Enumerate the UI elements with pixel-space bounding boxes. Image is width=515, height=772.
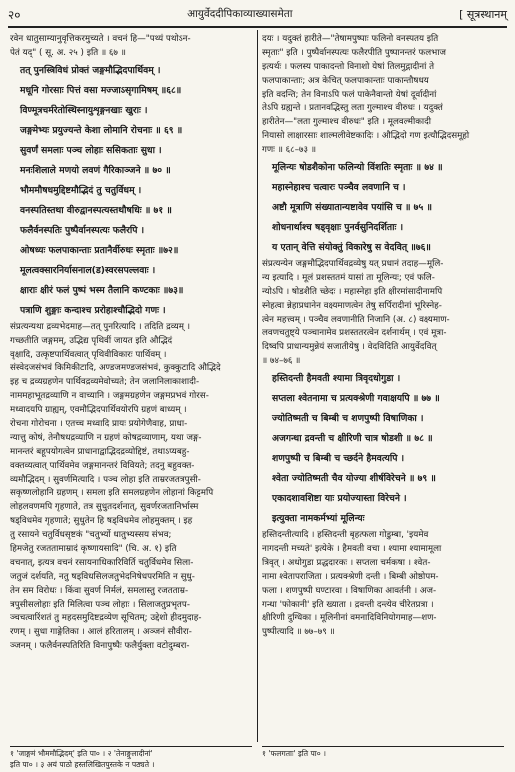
commentary-line: रणम् । सुधा गाङ्गेतिका । आलं हरितालम् । अञ्जनं सौवीरा- <box>10 627 192 638</box>
header-rule <box>8 26 507 28</box>
commentary-line: इह च द्रव्यग्रहणेन पार्थिवद्रव्यमेवोच्यते; तेन जलानिलाकाशादी- <box>10 377 200 388</box>
commentary-line: हिमजेतु रजततामाम्रादं कृष्णायसादि" (चि. अ. १) इति <box>10 544 177 555</box>
commentary-line: इत्यर्थः । फलस्य पाकादन्तो विनाशो येषां तिलमुद्गादीनां ते <box>262 61 435 72</box>
commentary-line: गन्धा 'फोकानी' इति ख्याता । द्रवन्ती दन्त्येव चीरेतप्रत्रा । <box>262 599 434 610</box>
commentary-line: त्रपुसीसलोहाः इति मिलित्वा पञ्च लोहाः । सिलाजतुप्रभृतप- <box>10 599 190 610</box>
footnote-line: १ 'जाङ्गमं भौममौद्भिदम्' इति पा० । २ 'तेनाङ्गुलादीनां' <box>10 749 153 758</box>
commentary-line: जतुजं दर्शयति, नतु षड्विधसिलजतुभेदनिषेधपरमिति न सुधु- <box>10 571 195 582</box>
commentary-line: फलपाकान्ताः; अत्र केचित् फलपाकान्ताः पाकान्तौषधय <box>262 75 429 86</box>
verse-line: तत् पुनस्त्रिविधं प्रोक्तं जङ्गमौद्भिदपार्थिवम् । <box>20 64 161 76</box>
verse-line: अजगन्धा द्रवन्ती च क्षीरिणी चात्र षोडशी ॥ ७८ ॥ <box>272 433 433 445</box>
verse-line: शोधनार्थाश्च षड्वृक्षाः पुनर्वसुनिदर्शिताः । <box>272 222 404 234</box>
commentary-line: ॥ ७४–७६ ॥ <box>262 356 301 367</box>
commentary-line: इति वदन्ति; तेन विनाऽपि फलं पाकेनैवान्तो येषां दूर्वादीनां <box>262 89 437 100</box>
commentary-line: वचनात्, इत्यत्र वचनं रसायनाधिकारिविर्ति चतुर्विधमेव सिला- <box>10 557 194 568</box>
commentary-line: क्षीरिणी दुग्धिका । मूलिनीनां वमनादिविनियोगमाह—शण- <box>262 613 437 624</box>
commentary-line: पेतं यद्" ( सू. अ. २५ ) इति ॥ ६७ ॥ <box>10 47 126 58</box>
page-number: २० <box>8 7 21 22</box>
verse-line: शणपुष्पी च बिम्बी च च्छर्दने हैमवत्यपि । <box>272 453 405 465</box>
verse-line: श्वेता ज्योतिष्मती चैव योज्या शीर्षविरेचने ॥ ७९ ॥ <box>272 473 436 485</box>
right-column <box>262 33 504 640</box>
verse-line: जङ्गमेभ्यः प्रयुज्यन्ते केशा लोमानि रोचनाः ॥ ६९ ॥ <box>20 124 183 136</box>
verse-line: ज्योतिष्मती च बिम्बी च शणपुष्पी विषाणिका । <box>272 413 424 425</box>
column-divider <box>257 30 258 742</box>
verse-line: एकादशावशिष्टा याः प्रयोज्यास्ता विरेचने । <box>272 493 407 505</box>
commentary-line: मानन्तरं बहूपयोगत्वेन प्राधानाद्वाद्भिदद्रव्योद्दिष्टं, तथाऽप्यबहु- <box>10 446 190 457</box>
section-name: [ सूत्रस्थानम् <box>459 7 507 21</box>
footnote-rule-left <box>10 746 252 747</box>
commentary-line: सकृष्णलोहानि ग्रहणम् । समला इति समलग्रहणेन लोहानां किट्टमपि <box>10 488 214 499</box>
commentary-line: न्यात्तु कोषं, तेनौषधद्रव्याणि न ग्रहणं कोषद्रव्याणाम्, यथा जङ्ग- <box>10 432 202 443</box>
commentary-line: तेन सम विरोधः । किंवा सुवर्ण निर्मलं, समलास्तु रजतताम्र- <box>10 585 189 596</box>
commentary-line: ञ्चचत्वारिंशतं तु महदसमुदिष्टद्रव्येण सूचितम्; उद्देशो हीदमुदाह- <box>10 613 202 624</box>
commentary-line: मध्वादयपि ग्राह्यम्, एवमौद्भिदपार्थिवयोरपि ग्रहणं बाध्यम् । <box>10 405 187 416</box>
commentary-line: संस्वेदजसंभवं किमिकीटादि, अण्डजमण्डजसंभवं, कुक्कुटादि औद्भिदे <box>10 363 221 374</box>
commentary-line: षड्विधमेव गृहणाते; सुधुतेन हि षड्विधमेव लोहमुक्तम् । इह <box>10 516 193 527</box>
commentary-line: पुष्पीत्यादि ॥ ७७–७९ ॥ <box>262 627 335 638</box>
left-column <box>10 33 252 654</box>
verse-line: हस्तिदन्ती हैमवती श्यामा त्रिवृदधोगुडा । <box>272 373 401 385</box>
commentary-line: ञ्जनम् । फलैर्वनस्पतिरिति विनापुष्पैः फलैर्युक्ता वटोदुम्बरा- <box>10 641 190 652</box>
commentary-line: त्रिवृत् । अधोगुडा प्रद्धदारकः । सप्तला चर्मकषा । श्वेत- <box>262 557 431 568</box>
footnotes-right <box>262 749 504 760</box>
commentary-line: न्योऽपि । षोडशैति च्छेदः । महास्नेहा इति क्षीरमांसादीनामपि <box>262 286 443 297</box>
commentary-line: स्नेहत्वा न्नेहाप्रधानेन वक्ष्यमाणत्वेन तेषु सर्पिरादीनां भूरिस्नेह- <box>262 300 442 311</box>
verse-line: य एतान् वेत्ति संयोक्तुं विकारेषु स वेदवित् ॥७६॥ <box>272 242 431 254</box>
commentary-line: गच्छतीति जङ्गमम्, उद्भिद्य पृथिवीं जायत इति औद्भिदं <box>10 335 173 346</box>
commentary-line: तु रसायने चतुर्विधसृष्टकं "चतुर्भ्यो धातुभ्यस्सय संभव; <box>10 530 172 541</box>
page-header <box>8 4 507 24</box>
commentary-line: संप्रत्यन्येन जङ्गमौद्भिदपार्थिवद्रव्येषु यत् प्रधानं तदाह—मूलि- <box>262 259 444 270</box>
footnote-rule-right <box>262 746 504 747</box>
verse-line: मूलिन्यः षोडशैकोना फलिन्यो विंशतिः स्मृताः ॥ ७४ ॥ <box>272 162 443 174</box>
commentary-line: नियासो लाक्षारसाः शाल्मलीवेष्टकादिः । औद्भिदो गण इत्यौद्भिदसमूहो <box>262 131 470 142</box>
commentary-line: रोचना गोरोचना । एतच्च मध्वादि प्रायः प्रयोगेणैवाह, प्राधा- <box>10 419 188 430</box>
verse-line: विण्मूत्रचर्मरेतोस्थिस्नायुशृङ्गनखाः खुराः । <box>20 104 148 116</box>
footnotes-left <box>10 749 252 770</box>
commentary-line: हारीतेन—"लता गुल्माश्च वीरुधः" इति । मूलवल्मीकादी <box>262 117 432 128</box>
verse-line: फलैर्वनस्पतिः पुष्पैर्वानस्पत्यः फलैरपि । <box>20 224 145 236</box>
commentary-line: गणः ॥ ६८–७३ ॥ <box>262 145 317 156</box>
commentary-line: त्वेन महत्त्वम् । पञ्चैव लवणानीति निजानि (अ. ८) वक्ष्यमाण- <box>262 314 450 325</box>
commentary-line: तेऽपि ग्रह्यन्ते । प्रतानवद्भिस्तु लता गुल्माश्च वीरुधः । यदुक्तं <box>262 103 443 114</box>
verse-line: सप्तला श्वेतनामा च प्रत्यक्श्रेणी गवाक्षयपि ॥ ७७ ॥ <box>272 393 440 405</box>
commentary-line: रवेन धातुसाम्यानुवृत्तिकरमुच्यते । वचनं हि—"पथ्यं पथोऽन- <box>10 34 191 44</box>
commentary-line: दयः । यदुक्तं हारीते—"तेषामपुष्पाः फलिनो वनस्पतय इति <box>262 34 439 44</box>
footnote-line: इति पा० । ३ अयं पाठो हस्तलिखितपुस्तके न पठ्यते । <box>10 759 155 769</box>
commentary-line: नामा श्वेतापराजिता । प्रत्यक्श्रेणी दन्ती । बिम्बी ओष्ठोपम- <box>262 571 439 582</box>
commentary-line: न्य इत्यादि । मूलं प्रशस्ततमं यासां ता मूलिन्यः; एवं फलि- <box>262 272 435 283</box>
running-title: आयुर्वेददीपिकाव्याख्यासमेता <box>187 8 293 20</box>
verse-line: भौममौषधमुद्दिष्टमौद्भिदं तु चतुर्विधम् । <box>20 184 142 196</box>
commentary-line: वक्तव्यत्वात् पार्थिवमेव जङ्गमानन्तरं विवियते; तदनु बहुवक्त- <box>10 460 195 471</box>
commentary-line: लवणचतुष्ट्ये पञ्चानामेव प्रशस्ततरत्वेन दर्शनार्थम् । एवं मूत्रा- <box>262 328 447 339</box>
footnote-line: १ 'फलगताः' इति पा० । <box>262 749 327 758</box>
verse-line: मधूनि गोरसाः पित्तं वसा मज्जाऽसृगामिषम् ॥६८॥ <box>20 84 182 96</box>
commentary-line: लोहलवणमपि गृहणाते, तत्र सुधुतदर्शनात्, सुवर्णरजतानिर्भास्म <box>10 502 199 513</box>
verse-line: मूलत्वक्सारनिर्यासनाल(ड)स्वरसपल्लवाः । <box>20 264 156 276</box>
commentary-line: संप्रत्यन्यथा द्रव्यभेदमाह—तत् पुनरित्यादि । तदिति द्रव्यम् । <box>10 321 190 332</box>
verse-line: वनस्पतिस्तथा वीरुद्वानस्पत्यस्तथौषधिः ॥ ७१ ॥ <box>20 204 172 216</box>
commentary-line: दिष्वपि प्राधान्यमुन्नेयं सजातीयेषु । वेदविदिति आयुर्वेदवित् <box>262 342 437 353</box>
commentary-line: नाममहाभूतद्रव्याणि न वाच्यानि । जङ्गमग्रहणेन जङ्गमप्रभवं गोरस- <box>10 391 209 402</box>
verse-line: पत्राणि शुङ्गाः कन्दाश्च प्ररोहाश्चौद्भिदो गणः । <box>20 304 166 316</box>
verse-line: सुवर्णं समलाः पञ्च लोहाः ससिकताः सुधा । <box>20 144 162 156</box>
verse-line: अष्टौ मूत्राणि संख्यातान्यष्टावेव पयांसि च ॥ ७५ ॥ <box>272 202 432 214</box>
verse-line: इत्युक्ता नामकर्मभ्यां मूलिन्यः <box>272 513 365 525</box>
commentary-line: नागदन्ती मच्यते' इत्येके । हैमवती वचा । श्यामा श्यामामूला <box>262 544 442 555</box>
commentary-line: स्मृताः" इति । पुष्पैर्वानस्पत्यः फलैरपीति पुष्पानन्तरं फलभाज <box>262 47 446 58</box>
commentary-line: वृक्षादि, उत्कृष्टपार्थिवत्वात् पृथिवीविकारः पार्थिवम् । <box>10 349 167 360</box>
commentary-line: हस्तिदन्तीत्यादि । हस्तिदन्ती बृहत्फला गोडुम्बा, 'इयमेव <box>262 530 429 541</box>
verse-line: मनःशिलाले मणयो लवणं गैरिकाञ्जने ॥ ७० ॥ <box>20 164 171 176</box>
commentary-line: व्यमौद्भिदम् । सुवर्णमित्यादि । पञ्च लोहा इति ताम्ररजतत्रपुसी- <box>10 474 201 485</box>
verse-line: महास्नेहाश्च चत्वारः पञ्चैव लवणानि च । <box>272 182 406 194</box>
verse-line: क्षाराः क्षीरं फलं पुष्पं भस्म तैलानि कण्टकाः ॥७३॥ <box>20 284 184 296</box>
verse-line: ओषध्यः फलपाकान्ताः प्रतानैर्वीरुधः स्मृताः ॥७२॥ <box>20 244 179 256</box>
commentary-line: फला । शणपुष्पी घण्टारवा । विषाणिका आवर्तनी । अज- <box>262 585 437 596</box>
